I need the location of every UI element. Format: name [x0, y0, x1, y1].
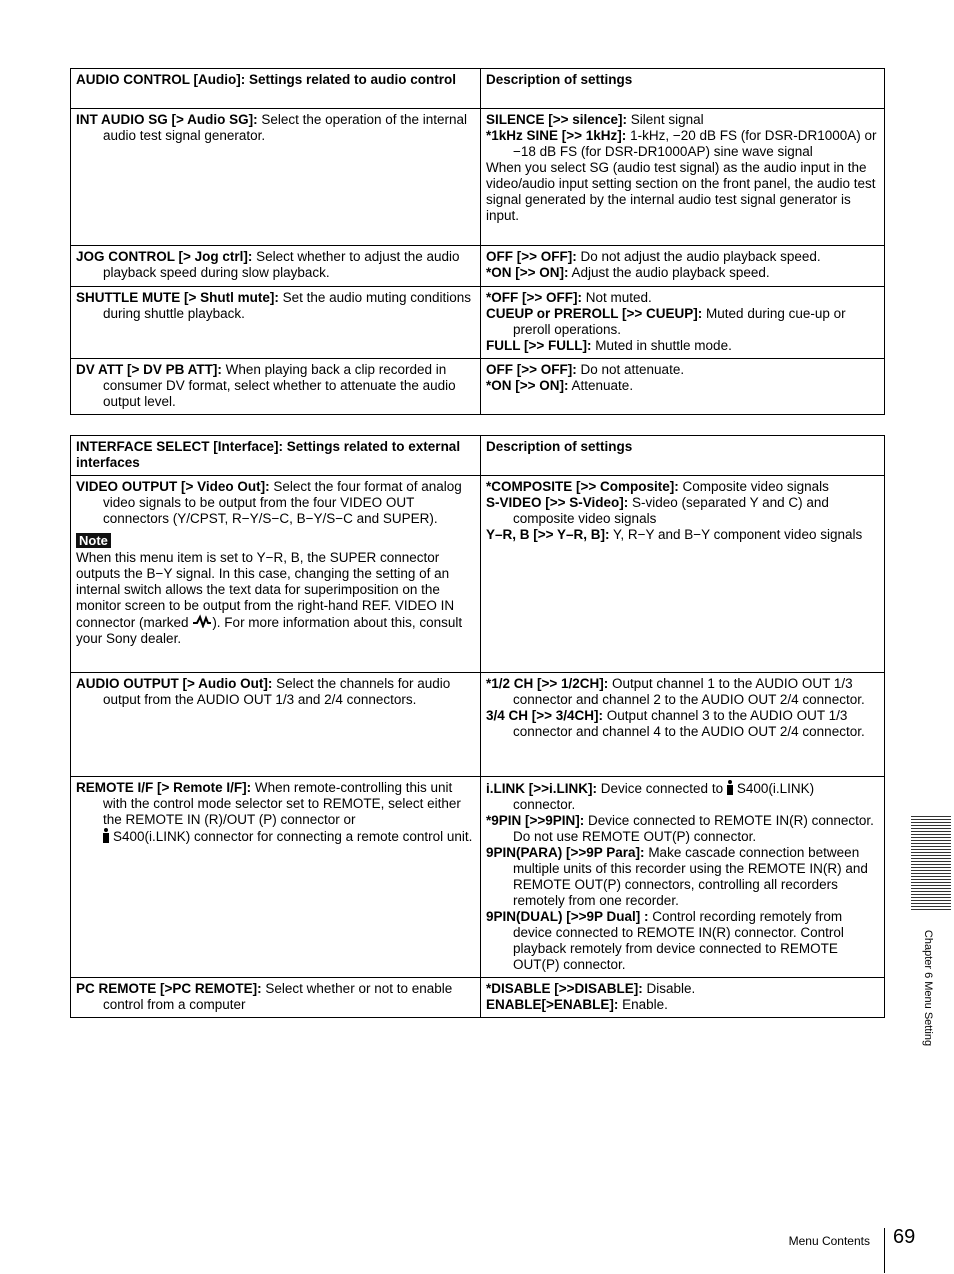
- setting-name-cell: [71, 246, 481, 287]
- page-number: 69: [893, 1226, 916, 1248]
- option-text: Not muted.: [582, 290, 652, 305]
- option-label: Y–R, B [>> Y–R, B]:: [486, 527, 610, 542]
- chapter-label: Chapter 6 Menu Setting: [922, 929, 934, 1047]
- setting-options-cell: [481, 109, 885, 246]
- setting-options-cell: [481, 359, 885, 415]
- option-text: Y, R−Y and B−Y component video signals: [609, 527, 863, 542]
- option-label: OFF [>> OFF]:: [486, 362, 577, 377]
- table-header-row: [71, 69, 885, 109]
- option-text: Device connected to REMOTE IN(R) connector. Do not use REMOTE OUT(P) connector.: [513, 813, 874, 844]
- audio-control-table: [70, 68, 885, 415]
- setting-name: REMOTE I/F [> Remote I/F]:: [76, 780, 252, 795]
- option-label: OFF [>> OFF]:: [486, 249, 577, 264]
- option-label: 9PIN(DUAL) [>>9P Dual] :: [486, 909, 649, 924]
- setting-options-cell: [481, 287, 885, 359]
- table-row: [71, 673, 885, 777]
- footer-divider: [884, 1228, 885, 1273]
- option-text: Enable.: [618, 997, 668, 1012]
- table-row: [71, 978, 885, 1018]
- option-text: Do not attenuate.: [576, 362, 685, 377]
- option-text: Output channel 1 to the AUDIO OUT 1/3 connector and channel 2 to the AUDIO OUT 2/4 connector.: [513, 676, 865, 707]
- option-label: CUEUP or PREROLL [>> CUEUP]:: [486, 306, 703, 321]
- setting-options-cell: [481, 673, 885, 777]
- option-text: Make cascade connection between multiple units of this recorder using the REMOTE IN(R) and REMOTE OUT(P) connectors, controlling all recorders remotely from one recorder.: [513, 845, 868, 908]
- option-extra-text: When you select SG (audio test signal) as the audio input in the video/audio input setting section on the front panel, the audio test signal generated by the internal audio test signal generator is input.: [486, 160, 876, 223]
- option-label: 9PIN(PARA) [>>9P Para]:: [486, 845, 645, 860]
- option-label: ENABLE[>ENABLE]:: [486, 997, 619, 1012]
- note-text-part: When this menu item is set to Y−R, B, the SUPER connector outputs the B−Y signal. In this case, changing the setting of an internal switch allows the text data for superimposition on the monitor screen to be output from the right-hand REF. VIDEO IN connector (marked: [76, 550, 455, 630]
- option-label: *9PIN [>>9PIN]:: [486, 813, 585, 828]
- setting-name-cell: [71, 777, 481, 978]
- ilink-icon: [727, 780, 734, 795]
- option-text: Attenuate.: [568, 378, 634, 393]
- option-text: S400(i.LINK) connector.: [513, 781, 815, 812]
- option-text: Muted during cue-up or preroll operations.: [513, 306, 846, 337]
- setting-name: AUDIO OUTPUT [> Audio Out]:: [76, 676, 273, 691]
- option-label: FULL [>> FULL]:: [486, 338, 592, 353]
- note-text-part: ). For more information about this, consult your Sony dealer.: [76, 615, 463, 646]
- setting-name-cell: [71, 287, 481, 359]
- table-row: [71, 476, 885, 673]
- option-label: S-VIDEO [>> S-Video]:: [486, 495, 629, 510]
- setting-desc: When remote-controlling this unit with the control mode selector set to REMOTE, select either the REMOTE IN (R)/OUT (P) connector or: [103, 780, 461, 827]
- setting-desc: Select the channels for audio output from the AUDIO OUT 1/3 and 2/4 connectors.: [103, 676, 451, 707]
- setting-desc: S400(i.LINK) connector for connecting a remote control unit.: [113, 829, 473, 844]
- table-header-row: [71, 436, 885, 476]
- setting-name-cell: [71, 673, 481, 777]
- option-text: Composite video signals: [678, 479, 829, 494]
- setting-desc: When playing back a clip recorded in consumer DV format, select whether to attenuate the audio output level.: [103, 362, 456, 409]
- option-text: Silent signal: [627, 112, 704, 127]
- option-text: 1-kHz, −20 dB FS (for DSR-DR1000A) or −18 dB FS (for DSR-DR1000AP) sine wave signal: [513, 128, 877, 159]
- setting-desc: Set the audio muting conditions during shuttle playback.: [103, 290, 471, 321]
- setting-name-cell: [71, 476, 481, 673]
- ilink-icon: [103, 828, 110, 843]
- table-row: [71, 246, 885, 287]
- option-label: *DISABLE [>>DISABLE]:: [486, 981, 643, 996]
- table-header-setting: INTERFACE SELECT [Interface]: Settings related to external interfaces: [71, 436, 481, 476]
- option-label: *ON [>> ON]:: [486, 265, 569, 280]
- option-label: 3/4 CH [>> 3/4CH]:: [486, 708, 604, 723]
- setting-name-cell: [71, 109, 481, 246]
- setting-desc: Select whether or not to enable control from a computer: [103, 981, 453, 1012]
- setting-name: DV ATT [> DV PB ATT]:: [76, 362, 222, 377]
- table-row: [71, 109, 885, 246]
- table-header-description: Description of settings: [481, 69, 885, 109]
- setting-options-cell: [481, 978, 885, 1018]
- interface-select-table: [70, 435, 885, 1018]
- option-text: Muted in shuttle mode.: [591, 338, 732, 353]
- option-text: Do not adjust the audio playback speed.: [576, 249, 821, 264]
- option-label: *ON [>> ON]:: [486, 378, 569, 393]
- setting-desc: Select the four format of analog video signals to be output from the four VIDEO OUT connectors (Y/CPST, R−Y/S−C, B−Y/S−C and SUPER).: [103, 479, 462, 526]
- setting-options-cell: [481, 246, 885, 287]
- table-row: [71, 287, 885, 359]
- setting-desc: Select the operation of the internal audio test signal generator.: [103, 112, 468, 143]
- setting-options-cell: [481, 777, 885, 978]
- option-text: Output channel 3 to the AUDIO OUT 1/3 connector and channel 4 to the AUDIO OUT 2/4 connector.: [513, 708, 865, 739]
- option-label: *OFF [>> OFF]:: [486, 290, 582, 305]
- table-header-setting: AUDIO CONTROL [Audio]: Settings related to audio control: [71, 69, 481, 109]
- footer-section-title: Menu Contents: [788, 1234, 870, 1248]
- option-label: SILENCE [>> silence]:: [486, 112, 628, 127]
- option-label: *1/2 CH [>> 1/2CH]:: [486, 676, 609, 691]
- setting-name: VIDEO OUTPUT [> Video Out]:: [76, 479, 270, 494]
- setting-name: PC REMOTE [>PC REMOTE]:: [76, 981, 262, 996]
- setting-desc-continued: [76, 828, 475, 845]
- setting-name: INT AUDIO SG [> Audio SG]:: [76, 112, 258, 127]
- note-badge: Note: [76, 533, 111, 548]
- note-text: [76, 550, 475, 647]
- setting-name-cell: [71, 359, 481, 415]
- option-text: Disable.: [642, 981, 696, 996]
- setting-desc: Select whether to adjust the audio playback speed during slow playback.: [103, 249, 460, 280]
- option-label: i.LINK [>>i.LINK]:: [486, 781, 597, 796]
- setting-name-cell: [71, 978, 481, 1018]
- waveform-icon: [192, 614, 212, 628]
- option-label: *COMPOSITE [>> Composite]:: [486, 479, 679, 494]
- table-row: [71, 359, 885, 415]
- option-label: *1kHz SINE [>> 1kHz]:: [486, 128, 627, 143]
- option-text: Adjust the audio playback speed.: [568, 265, 770, 280]
- setting-name: SHUTTLE MUTE [> Shutl mute]:: [76, 290, 279, 305]
- option-text: Device connected to: [597, 781, 727, 796]
- table-row: [71, 777, 885, 978]
- option-text: S-video (separated Y and C) and composite video signals: [513, 495, 829, 526]
- setting-options-cell: [481, 476, 885, 673]
- option-text: Control recording remotely from device connected to REMOTE IN(R) connector. Control playback remotely from device connected to REMOTE OUT(P) connector.: [513, 909, 844, 972]
- table-header-description: Description of settings: [481, 436, 885, 476]
- setting-name: JOG CONTROL [> Jog ctrl]:: [76, 249, 253, 264]
